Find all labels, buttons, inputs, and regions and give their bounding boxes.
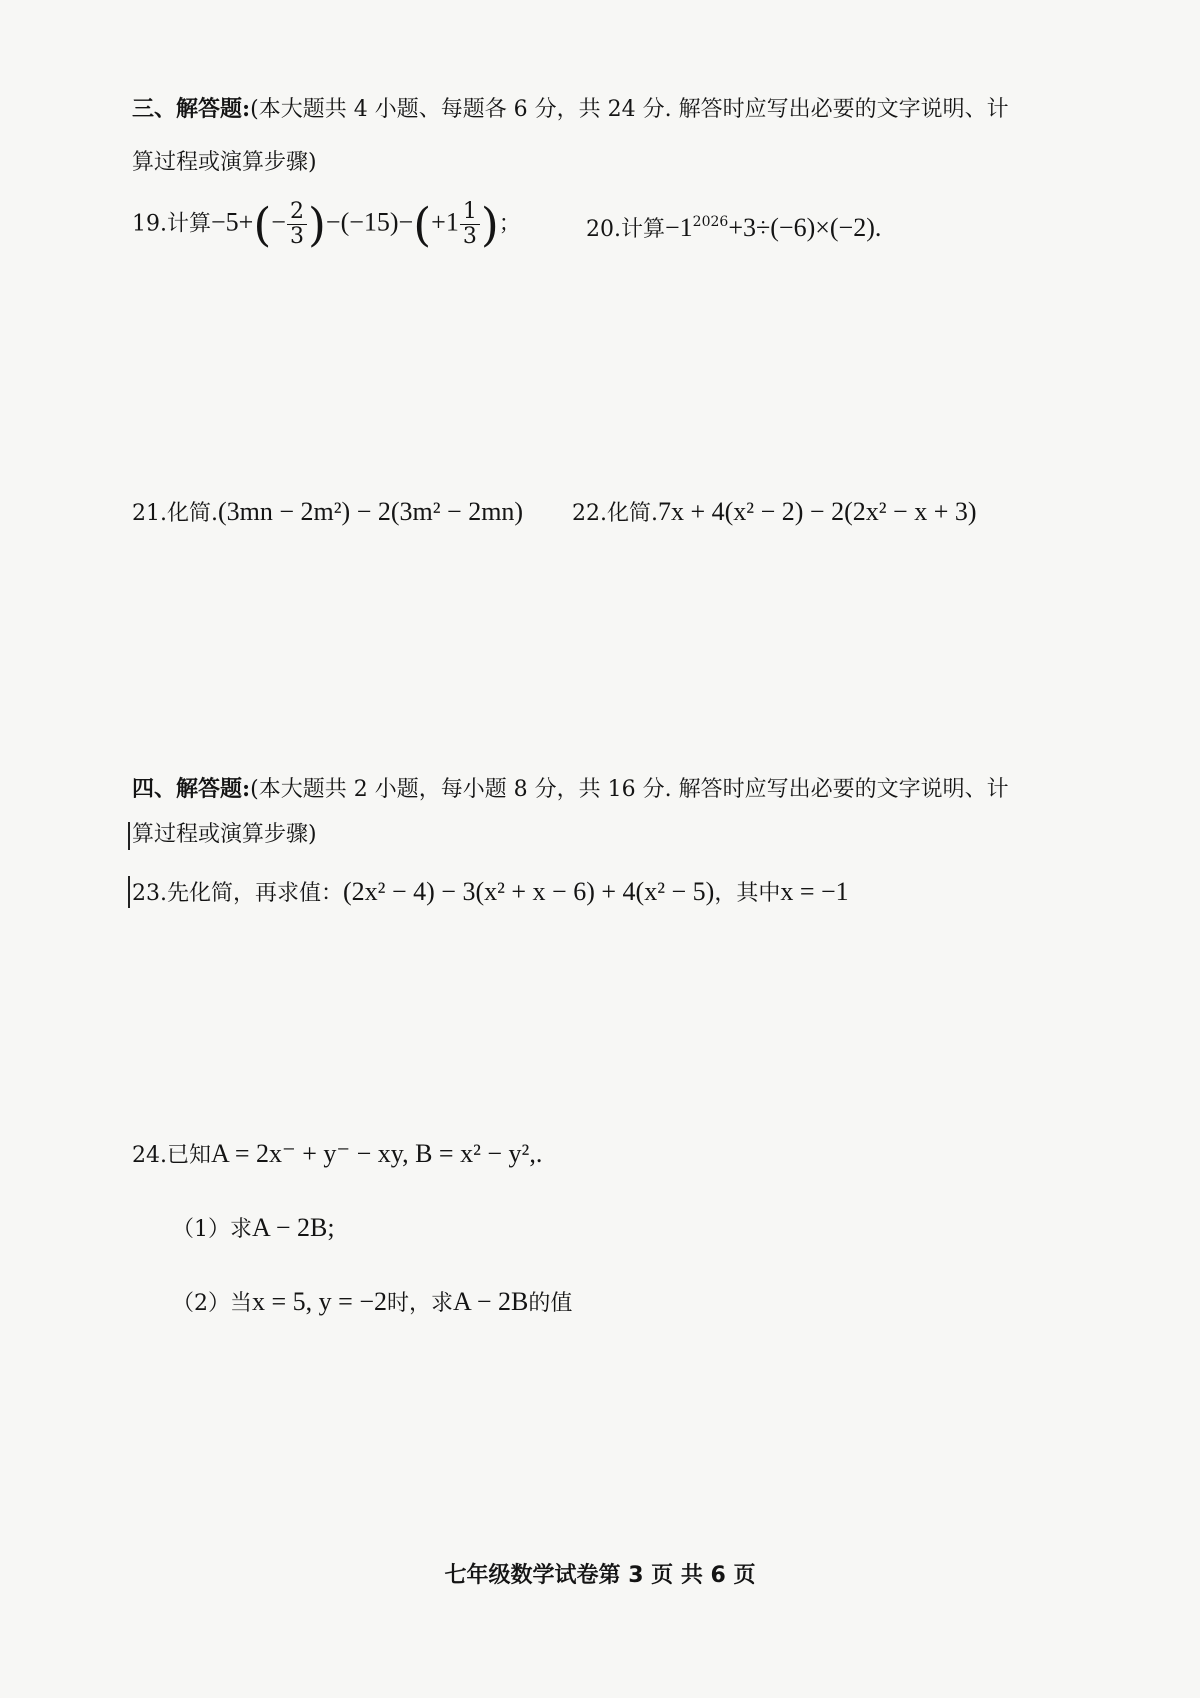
section4-heading-line — [132, 776, 1009, 803]
q24-part1-label: （1）求 — [172, 1217, 252, 1242]
question-21 — [132, 496, 523, 527]
q23-condition: x = −1 — [780, 877, 849, 906]
q24-given: A = 2x⁻ + y⁻ − xy, B = x² − y²,. — [211, 1139, 543, 1168]
q19-label: 19.计算 — [132, 211, 211, 237]
page-footer: 七年级数学试卷第 3 页 共 6 页 — [444, 1563, 756, 1588]
section3-heading-line — [132, 96, 1009, 123]
q24-part2-end: 的值 — [528, 1291, 573, 1316]
question-20 — [586, 212, 881, 243]
q21-label: 21.化简. — [132, 501, 218, 526]
q20-label: 20.计算 — [586, 217, 665, 242]
scan-mark — [128, 876, 130, 908]
q24-part2-label: （2）当 — [172, 1291, 252, 1316]
question-24 — [132, 1138, 542, 1169]
q20-rest: +3÷(−6)×(−2) — [728, 213, 875, 242]
section4-heading: 四、解答题: — [132, 776, 251, 802]
q24-part1-expr: A − 2B; — [252, 1213, 335, 1242]
q19-expr-start: −5+ — [211, 207, 254, 237]
q22-label: 22.化简. — [572, 501, 658, 526]
section4-instructions-cont: 算过程或演算步骤) — [132, 822, 317, 847]
q21-expr: (3mn − 2m²) − 2(3m² − 2mn) — [217, 497, 524, 526]
q19-mixed-fraction: $\frac{1}{3}$ — [460, 200, 480, 249]
q19-mixed-whole: +1 — [431, 207, 459, 237]
q19-mid: −(−15)− — [325, 207, 414, 237]
section3-instructions: (本大题共 4 小题、每题各 6 分，共 24 分. 解答时应写出必要的文字说明、计 — [250, 97, 1009, 122]
q20-base: −1 — [665, 213, 693, 242]
q24-part2-cond: x = 5, y = −2 — [252, 1287, 387, 1316]
question-22 — [572, 496, 977, 527]
q23-condition-label: ，其中 — [714, 881, 781, 906]
question-24-part1 — [172, 1212, 335, 1243]
q20-end: . — [874, 213, 882, 242]
question-19: 19.计算−5+(− $\frac{2}{3}$ )−(−15)−(+1 $\frac{1}{3}$ )； — [132, 197, 521, 252]
q23-expr: (2x² − 4) − 3(x² + x − 6) + 4(x² − 5) — [343, 877, 715, 906]
q24-part2-expr: A − 2B — [453, 1287, 529, 1316]
q19-end: ； — [498, 211, 521, 237]
q22-expr: 7x + 4(x² − 2) − 2(2x² − x + 3) — [657, 497, 977, 526]
scan-mark — [128, 822, 130, 850]
q24-part2-mid: 时，求 — [387, 1291, 454, 1316]
q23-label: 23.先化简，再求值： — [132, 881, 343, 906]
section4-instructions: (本大题共 2 小题，每小题 8 分，共 16 分. 解答时应写出必要的文字说明、计 — [250, 777, 1009, 802]
q19-fraction: $\frac{2}{3}$ — [287, 200, 307, 249]
question-23 — [132, 876, 849, 907]
q20-exponent: 2026 — [692, 214, 729, 230]
question-24-part2 — [172, 1286, 572, 1317]
section3-heading: 三、解答题: — [132, 96, 251, 122]
q24-label: 24.已知 — [132, 1143, 211, 1168]
section3-instructions-cont: 算过程或演算步骤) — [132, 150, 317, 175]
